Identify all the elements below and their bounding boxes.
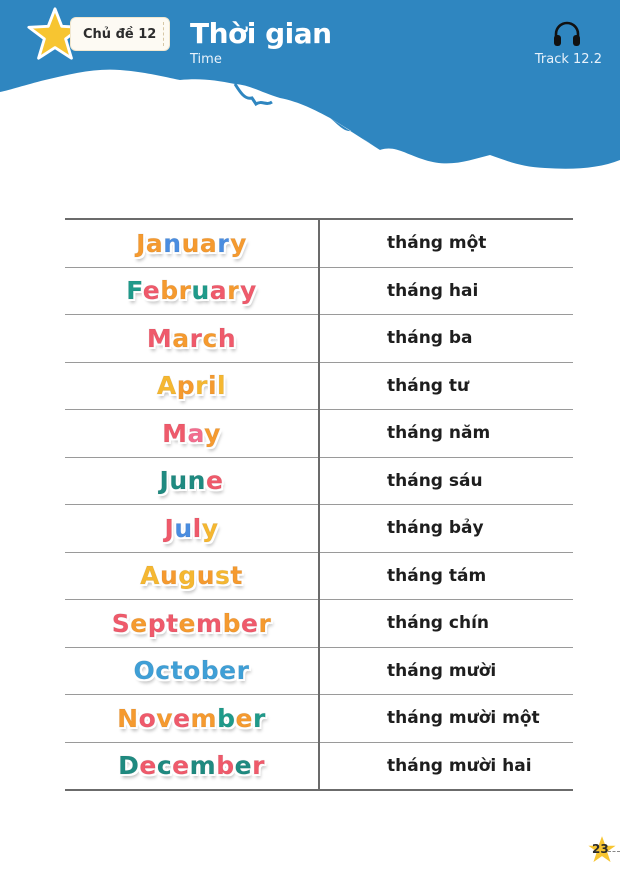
- english-month-word: July: [164, 513, 219, 543]
- page-divider: [608, 851, 620, 852]
- vietnamese-month-cell: tháng sáu: [319, 457, 573, 505]
- month-row: [65, 505, 573, 553]
- english-month-word: February: [126, 276, 257, 306]
- month-row: [65, 219, 573, 267]
- english-month-cell: [65, 457, 319, 505]
- english-month-word: March: [146, 323, 237, 353]
- topic-badge: Chủ đề 12: [70, 17, 170, 51]
- vietnamese-month-cell: tháng ba: [319, 315, 573, 363]
- english-month-cell: [65, 647, 319, 695]
- vietnamese-month-cell: tháng chín: [319, 600, 573, 648]
- english-month-cell: [65, 695, 319, 743]
- vietnamese-month-cell: tháng bảy: [319, 505, 573, 553]
- vietnamese-month-cell: tháng tư: [319, 362, 573, 410]
- vietnamese-month-cell: tháng hai: [319, 267, 573, 315]
- english-month-word: January: [136, 228, 247, 258]
- english-month-word: May: [162, 418, 221, 448]
- english-month-cell: [65, 267, 319, 315]
- vietnamese-month-cell: tháng mười hai: [387, 755, 532, 776]
- months-vocabulary-table: [65, 218, 573, 791]
- english-month-cell: [65, 219, 319, 267]
- english-month-word: June: [159, 466, 224, 496]
- track-label: Track 12.2: [534, 52, 602, 67]
- english-month-word: November: [117, 703, 266, 733]
- page-number: 23: [592, 842, 609, 856]
- english-month-cell: [65, 552, 319, 600]
- english-month-cell: [65, 410, 319, 458]
- month-row: [65, 742, 573, 790]
- english-month-word: April: [156, 371, 227, 401]
- month-row: [65, 362, 573, 410]
- vietnamese-month-cell: tháng mười: [319, 647, 573, 695]
- vietnamese-month-cell: tháng tám: [319, 552, 573, 600]
- english-month-cell: [65, 600, 319, 648]
- month-row: [65, 315, 573, 363]
- english-month-cell: [65, 362, 319, 410]
- vietnamese-month-cell: tháng năm: [319, 410, 573, 458]
- english-month-word: August: [140, 561, 243, 591]
- month-row: [65, 457, 573, 505]
- english-month-cell: [65, 742, 319, 790]
- vietnamese-month-cell: tháng một: [319, 219, 573, 267]
- month-row: [65, 695, 573, 743]
- headphones-icon[interactable]: [552, 20, 582, 48]
- english-month-word: September: [111, 608, 272, 638]
- month-row: [65, 600, 573, 648]
- english-month-cell: [65, 505, 319, 553]
- english-month-word: December: [118, 751, 265, 781]
- english-month-word: October: [133, 656, 250, 686]
- page-subtitle: Time: [190, 52, 222, 67]
- month-row: [65, 410, 573, 458]
- month-row: [65, 552, 573, 600]
- vietnamese-month-cell: tháng mười một: [319, 695, 573, 743]
- month-row: [65, 267, 573, 315]
- english-month-cell: [65, 315, 319, 363]
- page-title: Thời gian: [190, 17, 332, 50]
- month-row: [65, 647, 573, 695]
